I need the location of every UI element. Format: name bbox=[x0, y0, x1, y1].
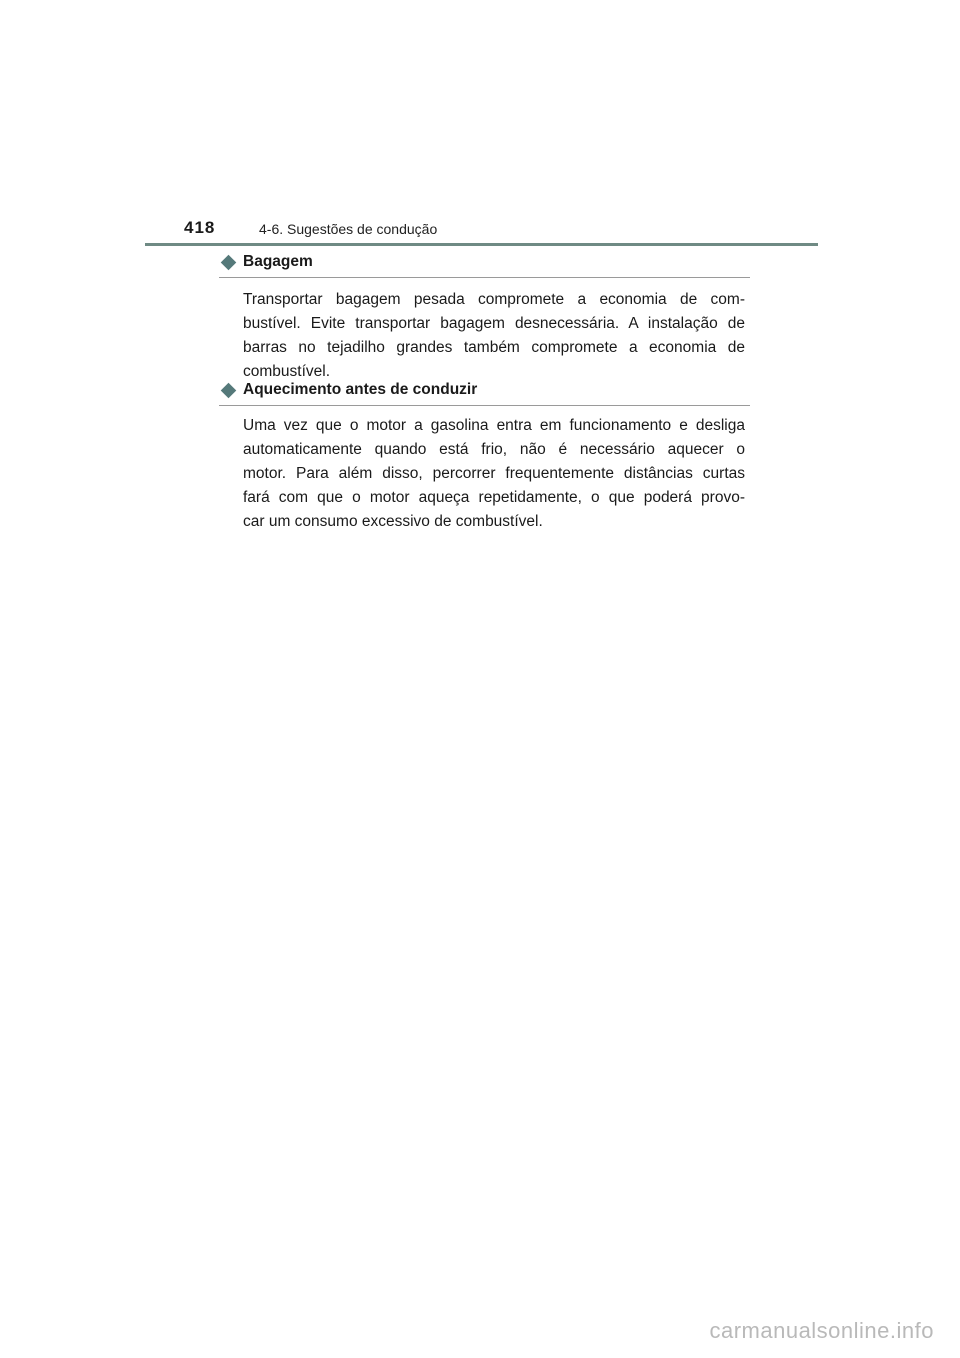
text-line: bustível. Evite transportar bagagem desnecessária. A instalação de bbox=[243, 315, 745, 332]
text-line: automaticamente quando está frio, não é necessário aquecer o bbox=[243, 441, 745, 458]
paragraph-aquecimento bbox=[243, 414, 745, 534]
section-heading-aquecimento bbox=[219, 383, 750, 406]
text-line: barras no tejadilho grandes também compromete a economia de bbox=[243, 339, 745, 356]
text-line: fará com que o motor aqueça repetidamente, o que poderá provo- bbox=[243, 489, 745, 506]
text-line: Transportar bagagem pesada compromete a economia de com- bbox=[243, 291, 745, 308]
text-line: Uma vez que o motor a gasolina entra em funcionamento e desliga bbox=[243, 417, 745, 434]
page-number: 418 bbox=[184, 218, 216, 237]
section-title: 4-6. Sugestões de condução bbox=[259, 221, 438, 237]
paragraph-bagagem bbox=[243, 288, 745, 384]
watermark: carmanualsonline.info bbox=[709, 1318, 934, 1343]
diamond-bullet-icon bbox=[221, 383, 237, 399]
text-line: combustível. bbox=[243, 363, 331, 380]
heading-text: Bagagem bbox=[243, 253, 313, 270]
diamond-bullet-icon bbox=[221, 255, 237, 271]
section-heading-bagagem bbox=[219, 255, 750, 278]
heading-text: Aquecimento antes de conduzir bbox=[243, 381, 478, 398]
text-line: motor. Para além disso, percorrer frequentemente distâncias curtas bbox=[243, 465, 745, 482]
text-line: car um consumo excessivo de combustível. bbox=[243, 513, 543, 530]
header-divider bbox=[145, 243, 818, 246]
